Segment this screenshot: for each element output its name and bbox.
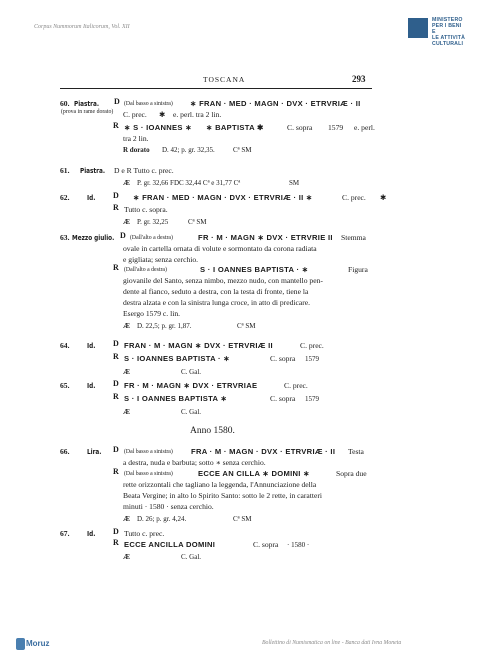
reverse-tail: e. perl. (354, 123, 375, 132)
reverse-symbol: R (113, 203, 119, 212)
reverse-legend: S · I OANNES BAPTISTA · ∗ (200, 265, 309, 274)
obverse-tail: Testa (348, 447, 364, 456)
moruzzi-logo (16, 636, 52, 658)
reverse-legend: ECCE ANCILLA DOMINI (124, 540, 216, 549)
reverse-year: 1579 (305, 355, 319, 363)
reverse-desc: giovanile del Santo, senza nimbo, mezzo nudo, con mantello pen- (123, 276, 323, 285)
denomination: Id. (87, 341, 96, 350)
reverse-desc: rette orizzontali che tagliano la leggenda, l'Annunciazione della (123, 480, 317, 489)
meta-metal: Æ (123, 408, 130, 416)
reverse-symbol: R (113, 121, 119, 130)
reverse-year: 1579 (328, 123, 344, 132)
meta-collection: Cª SM (188, 218, 207, 226)
reverse-year: 1579 (305, 395, 319, 403)
denomination: Lira. (87, 447, 102, 456)
obverse-note: (Dal basso a sinistra) (124, 101, 173, 107)
obverse-desc: C. prec. (123, 110, 147, 119)
entry-number: 67. (60, 529, 70, 538)
obverse-symbol: D (114, 97, 120, 106)
meta-specs: D. 26; p. gr. 4,24. (137, 515, 187, 523)
obverse-symbol: D (120, 231, 126, 240)
reverse-legend-2: ∗ BAPTISTA ✱ (206, 123, 264, 132)
obverse-symbol: D (113, 379, 119, 388)
obverse-desc-2: e gigliata; senza cerchio. (123, 255, 199, 264)
obverse-tail: C. prec. (300, 341, 324, 350)
obverse-legend: ∗ FRAN · MED · MAGN · DVX · ETRVRIÆ · II ∗ (133, 193, 313, 202)
moruzzi-logo-text: Moruz (26, 639, 50, 648)
meta-collection: Cª SM (237, 322, 256, 330)
meta-specs: P. gr. 32,25 (137, 218, 169, 226)
ministry-logo (408, 14, 466, 47)
obverse-legend: FR · M · MAGN ∗ DVX · ETRVRIAE (124, 381, 258, 390)
obverse-symbol: D (113, 527, 119, 536)
ministry-emblem-icon (408, 18, 428, 38)
reverse-desc-4: Esergo 1579 c. lin. (123, 309, 181, 318)
meta-collection: C. Gal. (181, 553, 202, 561)
reverse-symbol: R (113, 263, 119, 272)
obverse-tail: C. prec. (284, 381, 308, 390)
obverse-legend: FR · M · MAGN ∗ DVX · ETRVRIE II (198, 233, 333, 242)
reverse-note: C. sopra (270, 354, 296, 363)
meta-collection: Cª SM (233, 146, 252, 154)
obverse-legend: FRAN · M · MAGN ∗ DVX · ETRVRIÆ II (124, 341, 273, 350)
meta-specs: D. 42; p. gr. 32,35. (162, 146, 215, 154)
meta-specs: P. gr. 32,66 FDC 32,44 Cª e 31,77 Cª (137, 179, 241, 187)
running-title: TOSCANA (203, 75, 246, 84)
star-mark: ✱ (159, 110, 166, 119)
reverse-note: C. sopra (270, 394, 296, 403)
reverse-legend: S · IOANNES BAPTISTA · ∗ (124, 354, 230, 363)
denomination: Id. (87, 529, 96, 538)
reverse-desc-3: destra alzata e con la sinistra lunga croce, in atto di predicare. (123, 298, 311, 307)
reverse-symbol: R (113, 392, 119, 401)
reverse-note: (Dall'alto a destra) (124, 267, 167, 273)
series-title: Corpus Nummorum Italicorum, Vol. XII (34, 24, 130, 30)
obverse-legend: ∗ FRAN · MED · MAGN · DVX · ETRVRIÆ · II (190, 99, 361, 108)
reverse-note: C. sopra (253, 540, 279, 549)
footer-caption: Bollettino di Numismatica on line - Banca dati Ivna Moneta (262, 640, 402, 646)
moruzzi-emblem-icon (16, 638, 25, 650)
reverse-desc: tra 2 lin. (123, 134, 149, 143)
obverse-desc: ovale in cartella ornata di volute e sormontato da corona radiata (123, 244, 317, 253)
star-mark: ✱ (380, 193, 387, 202)
denomination: Id. (87, 193, 96, 202)
obverse-symbol: D (113, 191, 119, 200)
obverse-desc-2: e. perl. tra 2 lin. (173, 110, 222, 119)
meta-specs: D. 22,5; p. gr. 1,87. (137, 322, 192, 330)
obverse-symbol: D (113, 445, 119, 454)
obverse-tail: Stemma (341, 233, 366, 242)
denomination: Mezzo giulio. (72, 233, 115, 242)
reverse-tail: Figura (348, 265, 368, 274)
reverse-year: · 1580 · (287, 541, 310, 549)
reverse-legend-1: ∗ S · IOANNES ∗ (124, 123, 192, 132)
reverse-legend: S · I OANNES BAPTISTA ∗ (124, 394, 228, 403)
reverse-desc-2: Beata Vergine; in alto lo Spirito Santo: sotto le 2 rette, in caratteri (123, 491, 323, 500)
meta-metal: Æ (123, 322, 130, 330)
page-number: 293 (352, 74, 366, 84)
meta-metal: Æ (123, 368, 130, 376)
obverse-tail: C. prec. (342, 193, 366, 202)
reverse-desc-2: dente al fianco, seduto a destra, con la testa di fronte, tiene la (123, 287, 309, 296)
reverse-desc-3: minuti · 1580 · senza cerchio. (123, 502, 214, 511)
reverse-legend: ECCE AN CILLA ∗ DOMINI ∗ (198, 469, 310, 478)
reverse-line: Tutto c. sopra. (124, 205, 168, 214)
entry-number: 65. (60, 381, 70, 390)
obverse-desc: a destra, nuda e barbuta; sotto ∗ senza cerchio. (123, 458, 266, 467)
meta-collection: C. Gal. (181, 368, 202, 376)
obverse-note: (Dal basso a sinistra) (124, 449, 173, 455)
obverse-symbol: D (113, 339, 119, 348)
meta-collection: C. Gal. (181, 408, 202, 416)
entry-number: 66. (60, 447, 70, 456)
obverse-line: Tutto c. prec. (124, 529, 165, 538)
reverse-symbol: R (113, 538, 119, 547)
denomination: Id. (87, 381, 96, 390)
entry-number: 61. (60, 166, 70, 175)
meta-metal: Æ (123, 553, 130, 561)
meta-metal: Æ (123, 218, 130, 226)
reverse-tail: Sopra due (336, 469, 367, 478)
denomination-note: (prova in rame dorato) (61, 109, 114, 115)
meta-metal: Æ (123, 179, 130, 187)
reverse-note: C. sopra (287, 123, 313, 132)
entry-number: 62. (60, 193, 70, 202)
entry-number: 63. (60, 233, 70, 242)
year-heading: Anno 1580. (190, 426, 235, 436)
reverse-note: (Dal basso a sinistra) (124, 471, 173, 477)
meta-collection: SM (289, 179, 300, 187)
reverse-symbol: R (113, 352, 119, 361)
denomination: Piastra. (74, 99, 100, 108)
obverse-legend: FRA · M · MAGN · DVX · ETRVRIÆ · II (191, 447, 336, 456)
meta-metal: Æ (123, 515, 130, 523)
entry-number: 64. (60, 341, 70, 350)
meta-label: R dorato (123, 146, 150, 154)
ministry-logo-text: MINISTERO PER I BENI E LE ATTIVITÀ CULTURALI (432, 17, 466, 47)
entry-number: 60. (60, 99, 70, 108)
reverse-symbol: R (113, 467, 119, 476)
meta-collection: Cª SM (233, 515, 252, 523)
entry-line: D e R Tutto c. prec. (114, 166, 174, 175)
obverse-note: (Dall'alto a destra) (130, 235, 173, 241)
denomination: Piastra. (80, 166, 106, 175)
header-rule (60, 88, 372, 89)
